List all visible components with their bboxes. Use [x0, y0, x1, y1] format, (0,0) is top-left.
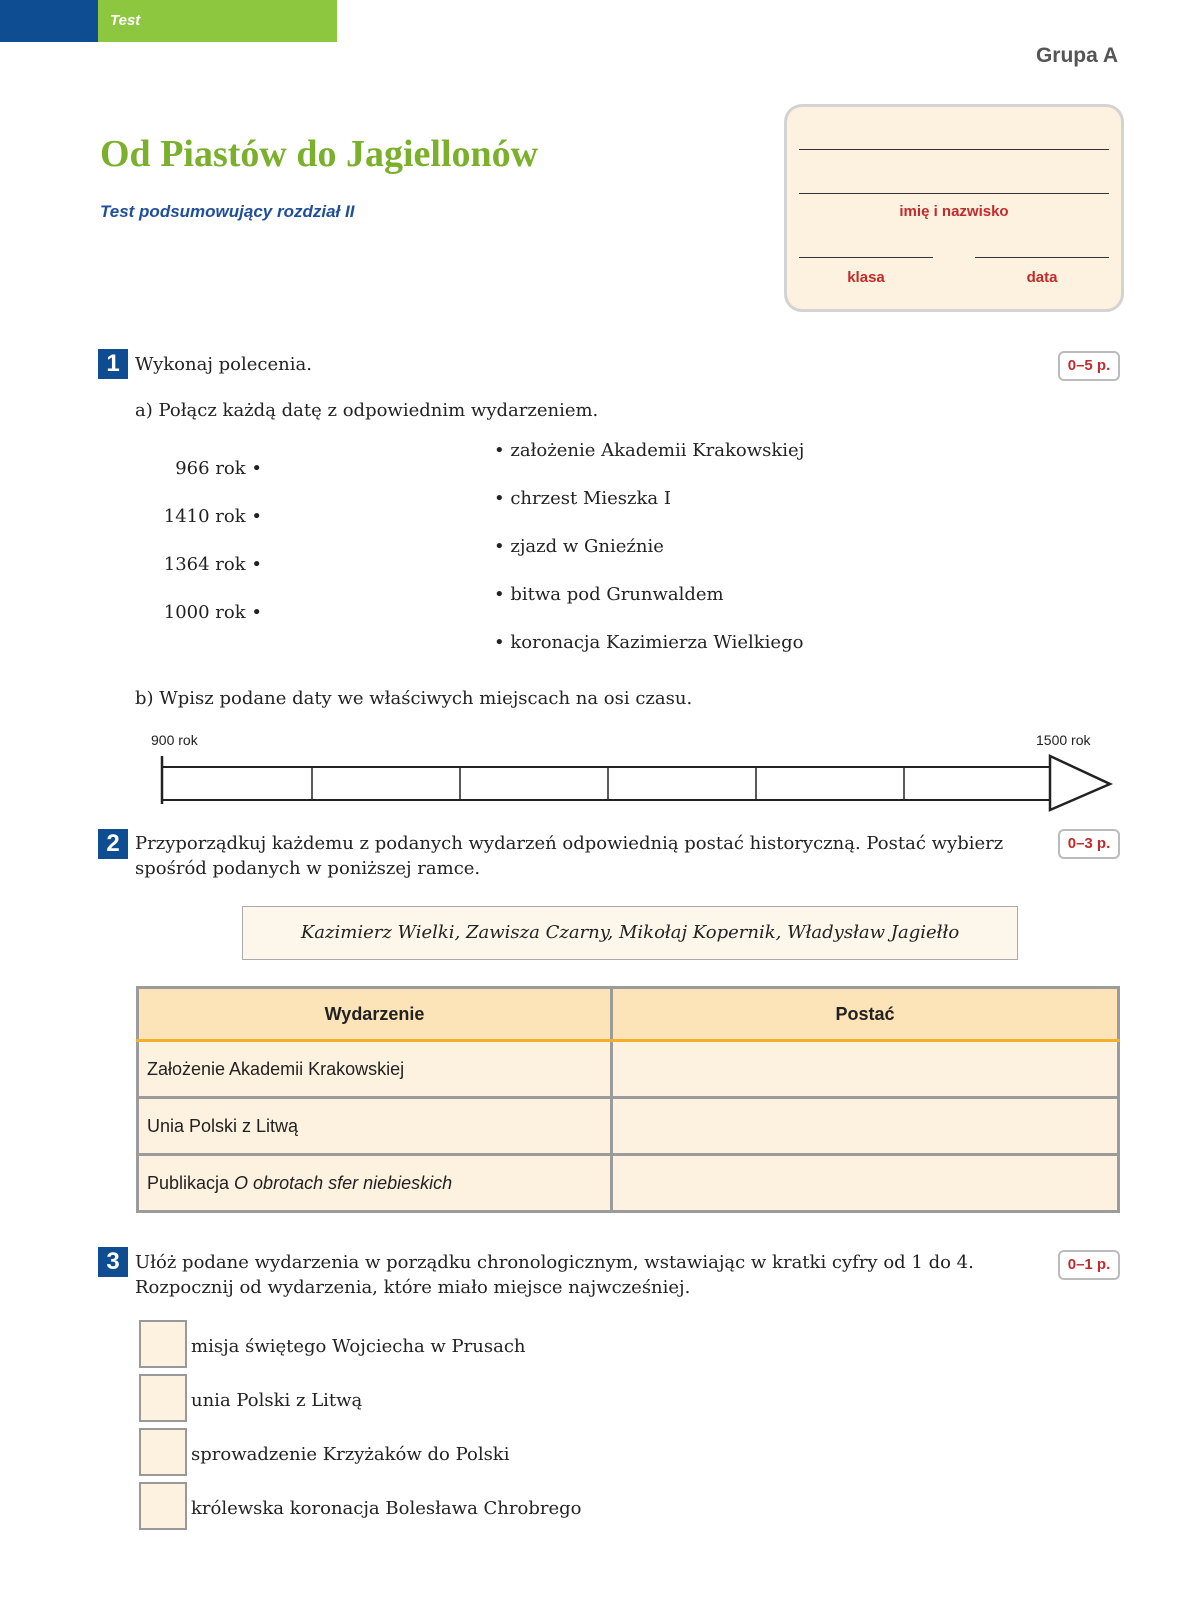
page-subtitle: Test podsumowujący rozdział II [100, 202, 355, 221]
table-header-row [138, 988, 1119, 1041]
event-item[interactable]: • koronacja Kazimierza Wielkiego [494, 632, 804, 653]
question-1-points: 0–5 p. [1058, 351, 1120, 381]
group-label: Grupa A [1035, 44, 1118, 67]
question-1a-text: a) Połącz każdą datę z odpowiednim wydarzeniem. [135, 400, 599, 421]
date-line[interactable] [975, 257, 1109, 258]
event-item[interactable]: • założenie Akademii Krakowskiej [494, 440, 805, 461]
header-tab-label: Test [110, 12, 141, 29]
question-1b-text: b) Wpisz podane daty we właściwych miejscach na osi czasu. [135, 688, 693, 709]
order-item-label: unia Polski z Litwą [191, 1390, 363, 1411]
axis-end-label: 1500 rok [1036, 732, 1091, 748]
question-3-text-line1: Ułóż podane wydarzenia w porządku chronologicznym, wstawiając w kratki cyfry od 1 do 4. [135, 1252, 974, 1273]
table-cell-event: Unia Polski z Litwą [138, 1098, 612, 1155]
order-item-label: królewska koronacja Bolesława Chrobrego [191, 1498, 582, 1519]
event-book-title: O obrotach sfer niebieskich [234, 1172, 453, 1193]
question-2-text-line1: Przyporządkuj każdemu z podanych wydarzeń odpowiednią postać historyczną. Postać wybierz [135, 833, 1004, 854]
question-2-text-line2: spośród podanych w poniższej ramce. [135, 858, 481, 879]
table-header-person: Postać [612, 988, 1119, 1041]
date-item[interactable]: 966 rok • [175, 458, 262, 479]
order-checkbox[interactable] [139, 1428, 187, 1476]
name-line-2[interactable] [799, 193, 1109, 194]
question-3-number: 3 [98, 1247, 128, 1277]
question-1-number: 1 [98, 349, 128, 379]
timeline-axis [150, 746, 1120, 812]
order-checkbox[interactable] [139, 1374, 187, 1422]
table-cell-person-input[interactable] [612, 1098, 1119, 1155]
name-line-1[interactable] [799, 149, 1109, 150]
order-item-label: misja świętego Wojciecha w Prusach [191, 1336, 526, 1357]
table-cell-person-input[interactable] [612, 1155, 1119, 1212]
table-header-event: Wydarzenie [138, 988, 612, 1041]
date-item[interactable]: 1364 rok • [163, 554, 262, 575]
event-prefix: Publikacja [147, 1172, 235, 1193]
order-checkbox[interactable] [139, 1320, 187, 1368]
table-cell-event [138, 1155, 612, 1212]
question-1-text: Wykonaj polecenia. [135, 354, 312, 375]
name-label: imię i nazwisko [899, 203, 1009, 220]
names-frame: Kazimierz Wielki, Zawisza Czarny, Mikołaj Kopernik, Władysław Jagiełło [242, 906, 1018, 960]
event-item[interactable]: • chrzest Mieszka I [494, 488, 671, 509]
class-line[interactable] [799, 257, 933, 258]
order-checkbox[interactable] [139, 1482, 187, 1530]
question-3-text-line2: Rozpocznij od wydarzenia, które miało miejsce najwcześniej. [135, 1277, 691, 1298]
date-item[interactable]: 1000 rok • [163, 602, 262, 623]
order-item-label: sprowadzenie Krzyżaków do Polski [191, 1444, 510, 1465]
axis-start-label: 900 rok [151, 732, 198, 748]
question-2-points: 0–3 p. [1058, 829, 1120, 859]
student-info-box [784, 104, 1124, 312]
events-table [136, 986, 1120, 1213]
table-row [138, 1041, 1119, 1098]
class-label: klasa [847, 269, 885, 286]
table-cell-person-input[interactable] [612, 1041, 1119, 1098]
date-item[interactable]: 1410 rok • [163, 506, 262, 527]
page-title: Od Piastów do Jagiellonów [100, 133, 539, 175]
date-label: data [1026, 269, 1058, 286]
timeline-arrow-icon [1050, 756, 1110, 810]
table-row [138, 1155, 1119, 1212]
header-bar-blue [0, 0, 98, 42]
table-cell-event: Założenie Akademii Krakowskiej [138, 1041, 612, 1098]
question-2-number: 2 [98, 829, 128, 859]
event-item[interactable]: • zjazd w Gnieźnie [494, 536, 664, 557]
event-item[interactable]: • bitwa pod Grunwaldem [494, 584, 724, 605]
table-row [138, 1098, 1119, 1155]
question-3-points: 0–1 p. [1058, 1250, 1120, 1280]
timeline-bar [162, 767, 1050, 800]
